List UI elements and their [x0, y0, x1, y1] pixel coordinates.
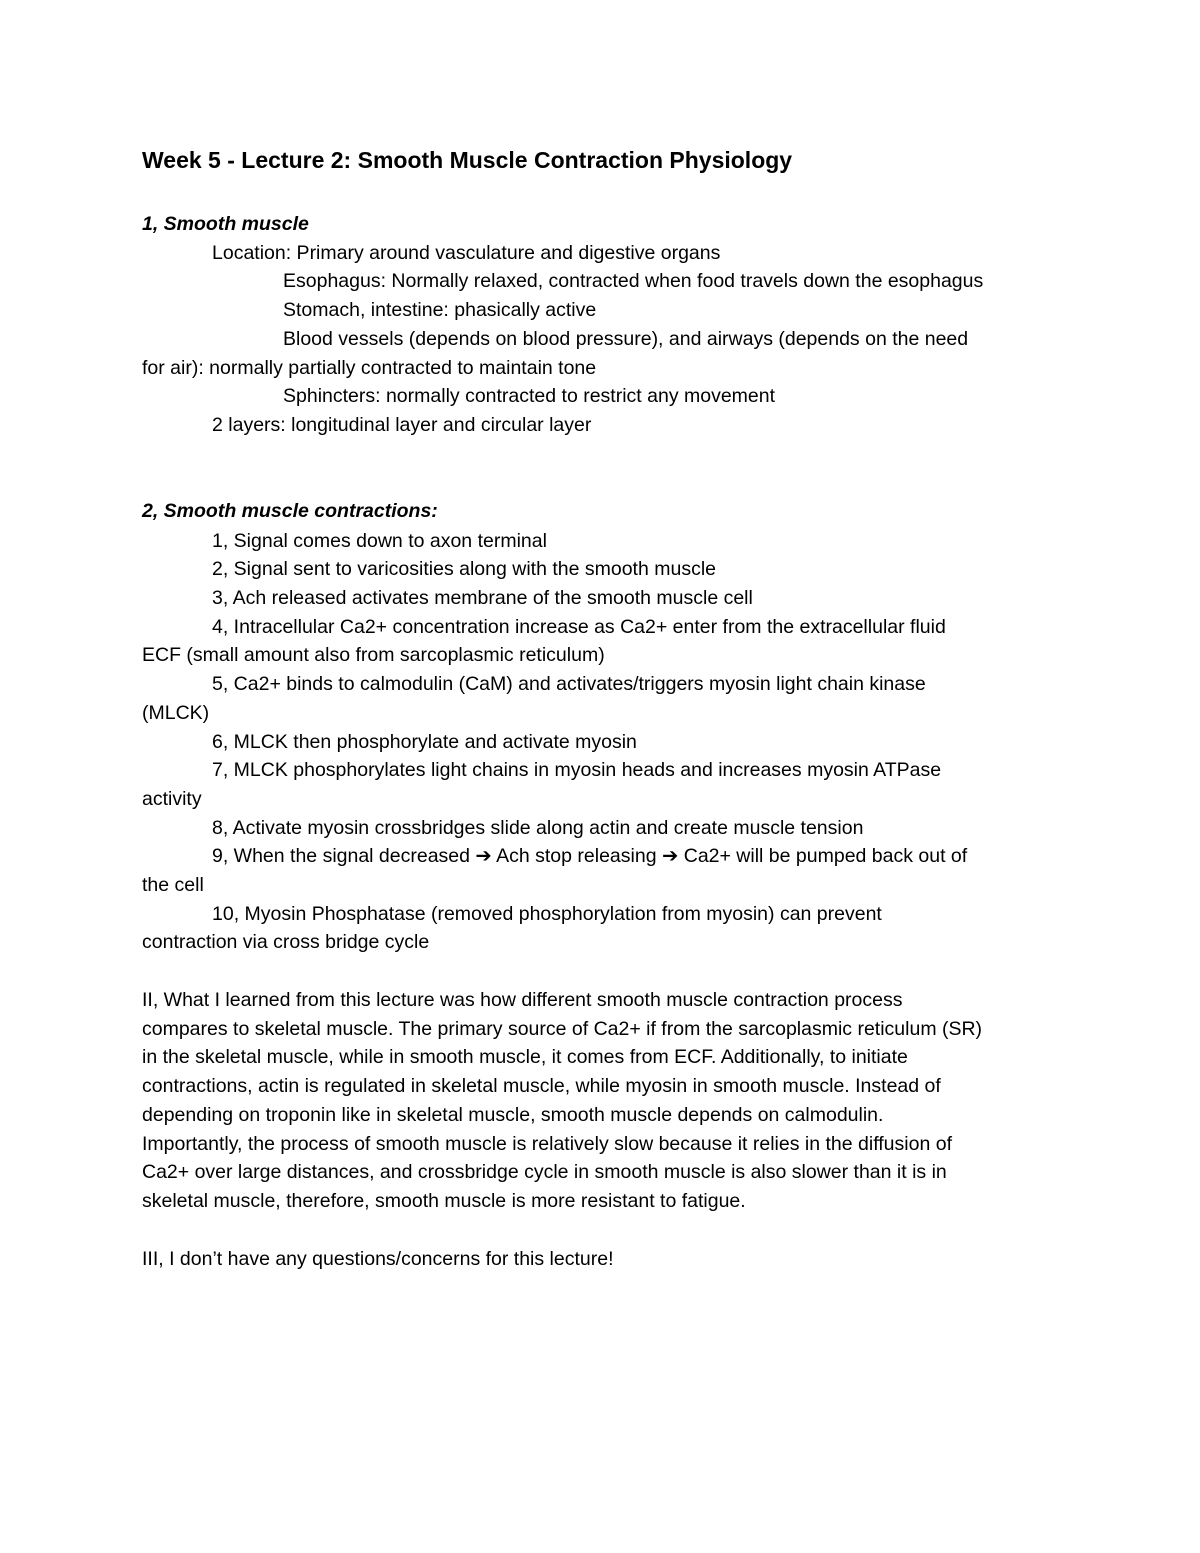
- text-line: for air): normally partially contracted to maintain tone: [142, 357, 597, 379]
- paragraph-line: II, What I learned from this lecture was how different smooth muscle contraction process: [142, 989, 903, 1011]
- page-title: Week 5 - Lecture 2: Smooth Muscle Contraction Physiology: [142, 147, 793, 173]
- list-item: 1, Signal comes down to axon terminal: [212, 530, 547, 552]
- list-item: 10, Myosin Phosphatase (removed phosphorylation from myosin) can prevent: [212, 903, 882, 925]
- section-heading-smooth-muscle: 1, Smooth muscle: [142, 213, 309, 235]
- list-item-continuation: activity: [142, 788, 202, 810]
- text-line: Sphincters: normally contracted to restrict any movement: [283, 385, 776, 407]
- paragraph-line: Ca2+ over large distances, and crossbridge cycle in smooth muscle is also slower than it is in: [142, 1161, 947, 1184]
- list-item-continuation: contraction via cross bridge cycle: [142, 931, 430, 953]
- paragraph-line: depending on troponin like in skeletal muscle, smooth muscle depends on calmodulin.: [142, 1103, 884, 1126]
- arrow-right-icon: ➔: [661, 845, 679, 867]
- list-item-part: 9, When the signal decreased: [212, 845, 470, 867]
- text-line: Location: Primary around vasculature and digestive organs: [212, 242, 721, 264]
- text-line: Blood vessels (depends on blood pressure), and airways (depends on the need: [283, 328, 969, 350]
- paragraph-line: compares to skeletal muscle. The primary source of Ca2+ if from the sarcoplasmic reticulum (SR): [142, 1017, 983, 1040]
- list-item-part: Ca2+ will be pumped back out of: [683, 845, 968, 867]
- list-item: 2, Signal sent to varicosities along with the smooth muscle: [212, 558, 717, 580]
- list-item: 6, MLCK then phosphorylate and activate myosin: [212, 731, 637, 753]
- list-item-part: Ach stop releasing: [496, 845, 657, 867]
- text-line: Stomach, intestine: phasically active: [283, 299, 597, 321]
- paragraph-line: Importantly, the process of smooth muscle is relatively slow because it relies in the diffusion of: [142, 1132, 952, 1155]
- list-item: 4, Intracellular Ca2+ concentration increase as Ca2+ enter from the extracellular fluid: [212, 616, 946, 638]
- list-item: 5, Ca2+ binds to calmodulin (CaM) and activates/triggers myosin light chain kinase: [212, 673, 926, 695]
- arrow-right-icon: ➔: [475, 845, 492, 867]
- list-item: 8, Activate myosin crossbridges slide along actin and create muscle tension: [212, 817, 864, 839]
- list-item-continuation: ECF (small amount also from sarcoplasmic reticulum): [142, 644, 605, 666]
- section-heading-contractions: 2, Smooth muscle contractions:: [142, 500, 438, 522]
- list-item-continuation: (MLCK): [142, 702, 210, 724]
- questions-paragraph: III, I don’t have any questions/concerns for this lecture!: [142, 1248, 614, 1270]
- list-item: 3, Ach released activates membrane of the smooth muscle cell: [212, 587, 753, 609]
- reflection-paragraph: [142, 986, 1072, 1216]
- text-line: 2 layers: longitudinal layer and circular layer: [212, 414, 592, 436]
- paragraph-line: skeletal muscle, therefore, smooth muscle is more resistant to fatigue.: [142, 1189, 746, 1212]
- paragraph-line: contractions, actin is regulated in skeletal muscle, while myosin in smooth muscle. Instead of: [142, 1075, 941, 1098]
- text-line: Esophagus: Normally relaxed, contracted when food travels down the esophagus: [283, 270, 984, 292]
- list-item-with-arrows: [212, 842, 967, 871]
- list-item: 7, MLCK phosphorylates light chains in myosin heads and increases myosin ATPase: [212, 759, 942, 781]
- paragraph-line: in the skeletal muscle, while in smooth muscle, it comes from ECF. Additionally, to initiate: [142, 1046, 908, 1069]
- list-item-continuation: the cell: [142, 874, 204, 896]
